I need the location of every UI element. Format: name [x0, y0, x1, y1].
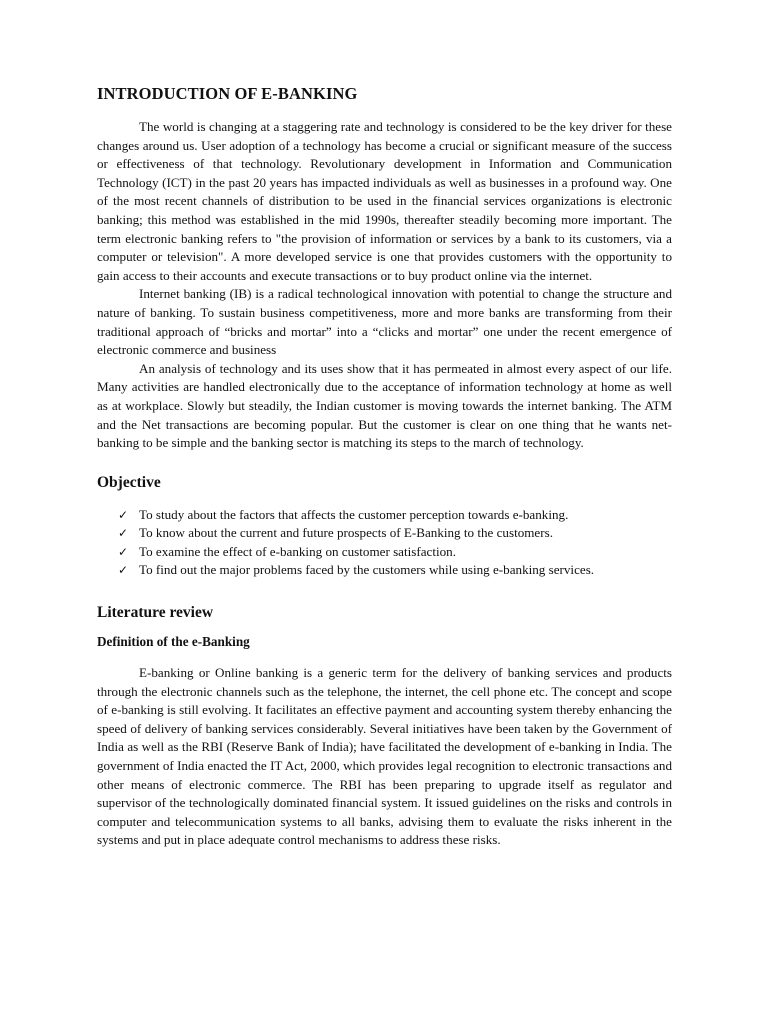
objective-item-text: To know about the current and future prospects of E-Banking to the customers. — [139, 525, 553, 541]
definition-subheading: Definition of the e-Banking — [97, 634, 250, 650]
document-title: INTRODUCTION OF E-BANKING — [97, 84, 358, 103]
objective-item — [118, 561, 672, 580]
objective-heading: Objective — [97, 473, 161, 491]
objective-item — [118, 543, 672, 562]
objective-item — [118, 524, 672, 543]
objective-item-text: To examine the effect of e-banking on customer satisfaction. — [139, 543, 456, 559]
literature-review-heading: Literature review — [97, 604, 214, 622]
checkmark-icon: ✓ — [118, 507, 129, 522]
checkmark-icon: ✓ — [118, 526, 129, 541]
objective-list — [97, 506, 672, 580]
checkmark-icon: ✓ — [118, 544, 129, 559]
document-body — [97, 84, 672, 850]
definition-paragraph: E-banking or Online banking is a generic term for the delivery of banking services and products through the electronic channels such as the telephone, the internet, the cell phone etc. The concept and scope of e-banking is still evolving. It facilitates an effective payment and accounting system thereby enhancing the speed of delivery of banking services considerably. Several initiatives have been taken by the Government of India as well as the RBI (Reserve Bank of India); have facilitated the development of e-banking in India. The government of India enacted the IT Act, 2000, which provides legal recognition to electronic transactions and other means of electronic commerce. The RBI has been preparing to upgrade itself as regulator and supervisor of the technologically dominated financial system. It issued guidelines on the risks and controls in computer and telecommunication systems to all banks, advising them to evaluate the risks inherent in the systems and put in place adequate control mechanisms to address these risks. — [97, 665, 672, 848]
objective-item-text: To find out the major problems faced by the customers while using e-banking services. — [139, 562, 595, 578]
intro-paragraph-3: An analysis of technology and its uses show that it has permeated in almost every aspect of our life. Many activities are handled electronically due to the acceptance of information technology at home as well as at workplace. Slowly but steadily, the Indian customer is moving towards the internet banking. The ATM and the Net transactions are becoming popular. But the customer is clear on one thing that he wants net-banking to be simple and the banking sector is matching its steps to the march of technology. — [97, 360, 672, 451]
objective-item — [118, 506, 672, 525]
intro-paragraph-2: Internet banking (IB) is a radical technological innovation with potential to change the structure and nature of banking. To sustain business competitiveness, more and more banks are transforming from their traditional approach of “bricks and mortar” into a “clicks and mortar” one under the recent emergence of electronic commerce and business — [97, 286, 672, 358]
intro-paragraph-1: The world is changing at a staggering rate and technology is considered to be the key driver for these changes around us. User adoption of a technology has become a crucial or significant measure of the success or effectiveness of that technology. Revolutionary development in Information and Communication Technology (ICT) in the past 20 years has impacted individuals as well as businesses in a profound way. One of the most recent channels of distribution to be used in the financial services organizations is electronic banking; this method was established in the mid 1990s, thereafter steadily becoming more important. The term electronic banking refers to "the provision of information or services by a bank to its customers, via a computer or television". A more developed service is one that provides customers with the opportunity to gain access to their accounts and execute transactions or to buy product online via the internet. — [97, 119, 672, 283]
checkmark-icon: ✓ — [118, 563, 129, 578]
objective-item-text: To study about the factors that affects the customer perception towards e-banking. — [139, 506, 569, 522]
